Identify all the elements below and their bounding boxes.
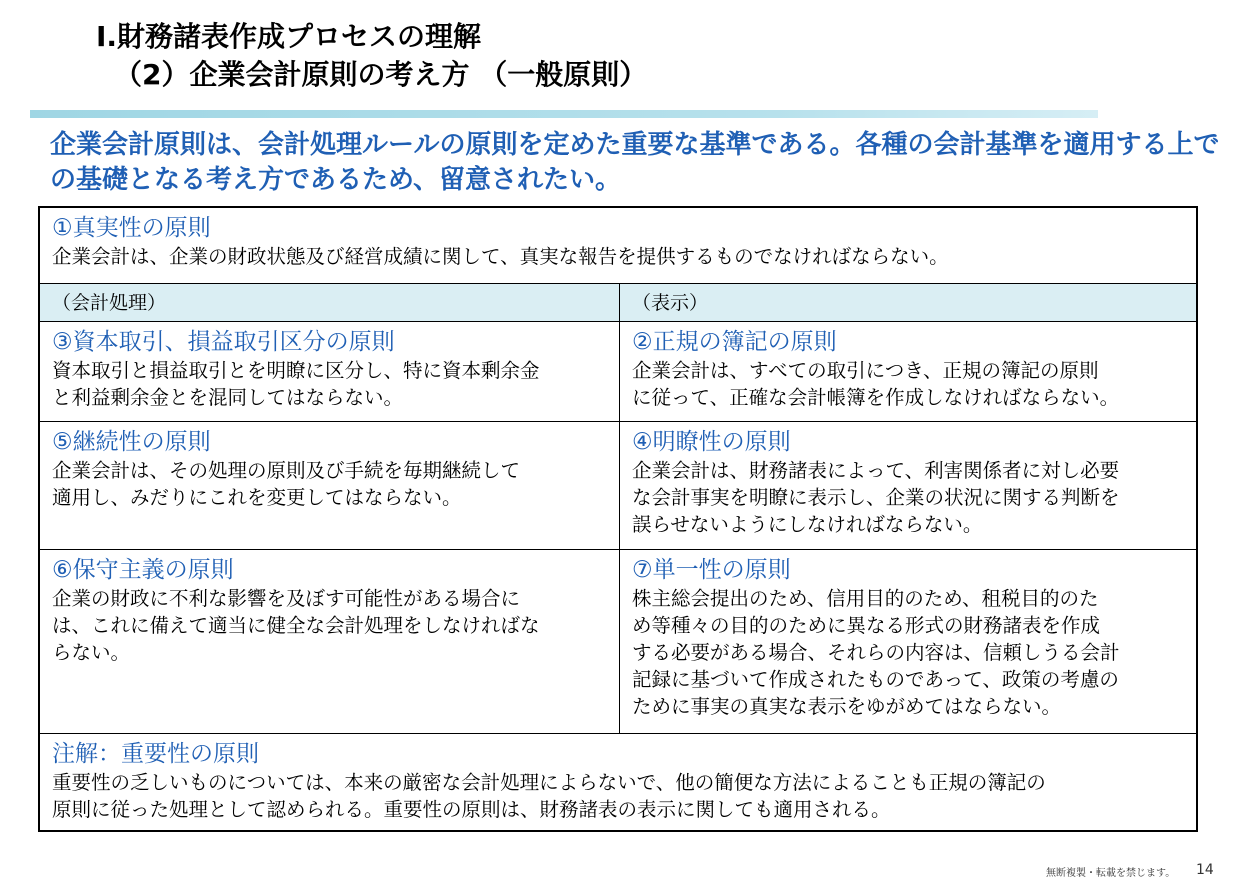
- principle-row-3: [40, 422, 1196, 550]
- principle-conservatism: [40, 550, 620, 733]
- principle-heading: ②正規の簿記の原則: [632, 329, 837, 355]
- principle-row-materiality: [40, 734, 1196, 830]
- principle-row-2: [40, 322, 1196, 422]
- principle-text: 重要性の乏しいものについては、本来の厳密な会計処理によらないで、他の簡便な方法によることも正規の簿記の 原則に従った処理として認められる。重要性の原則は、財務諸表の表示に関しても適用される。: [52, 771, 1046, 821]
- principle-heading: 注解：重要性の原則: [52, 741, 259, 767]
- lead-statement: 企業会計原則は、会計処理ルールの原則を定めた重要な基準である。各種の会計基準を適用する上での基礎となる考え方であるため、留意されたい。: [50, 130, 1220, 195]
- principle-text: 企業の財政に不利な影響を及ぼす可能性がある場合に は、これに備えて適当に健全な会計処理をしなければな らない。: [52, 587, 540, 664]
- principle-continuity: [40, 422, 620, 549]
- principle-text: 企業会計は、すべての取引につき、正規の簿記の原則 に従って、正確な会計帳簿を作成しなければならない。: [632, 359, 1120, 409]
- principle-heading: ④明瞭性の原則: [632, 429, 791, 455]
- page-title: [96, 18, 647, 94]
- principle-heading: ①真実性の原則: [52, 215, 211, 241]
- principle-row-4: [40, 550, 1196, 734]
- section-title: Ⅰ.財務諸表作成プロセスの理解: [96, 20, 482, 53]
- principle-single: [620, 550, 1196, 733]
- principle-capital-income: [40, 322, 620, 421]
- principle-row-truth: [40, 208, 1196, 284]
- principle-heading: ③資本取引、損益取引区分の原則: [52, 329, 395, 355]
- principle-truth: [40, 208, 1196, 283]
- principle-heading: ⑦単一性の原則: [632, 557, 791, 583]
- principle-heading: ⑥保守主義の原則: [52, 557, 234, 583]
- principle-bookkeeping: [620, 322, 1196, 421]
- principle-text: 企業会計は、財務諸表によって、利害関係者に対し必要 な会計事実を明瞭に表示し、企業の状況に関する判断を 誤らせないようにしなければならない。: [632, 459, 1120, 536]
- principle-clarity: [620, 422, 1196, 549]
- principle-text: 企業会計は、その処理の原則及び手続を毎期継続して 適用し、みだりにこれを変更してはならない。: [52, 459, 521, 509]
- page-number: 14: [1196, 862, 1214, 878]
- principles-table: [38, 206, 1198, 832]
- title-underline: [30, 110, 1098, 118]
- column-header-row: [40, 284, 1196, 322]
- column-header-accounting: （会計処理）: [40, 284, 620, 321]
- column-header-presentation: （表示）: [632, 292, 709, 314]
- principle-materiality: [40, 734, 1196, 830]
- principle-heading: ⑤継続性の原則: [52, 429, 211, 455]
- principle-text: 企業会計は、企業の財政状態及び経営成績に関して、真実な報告を提供するものでなければならない。: [52, 245, 949, 268]
- principle-text: 資本取引と損益取引とを明瞭に区分し、特に資本剰余金 と利益剰余金とを混同してはならない。: [52, 359, 540, 409]
- subsection-title: （2）企業会計原則の考え方 （一般原則）: [114, 58, 648, 91]
- principle-text: 株主総会提出のため、信用目的のため、租税目的のた め等種々の目的のために異なる形式の財務諸表を作成 する必要がある場合、それらの内容は、信頼しうる会計 記録に基づいて作成されたものであって、政策の考慮の ために事実の真実な表示をゆがめてはならない。: [632, 587, 1120, 718]
- copyright-notice: 無断複製・転載を禁じます。: [1046, 868, 1176, 879]
